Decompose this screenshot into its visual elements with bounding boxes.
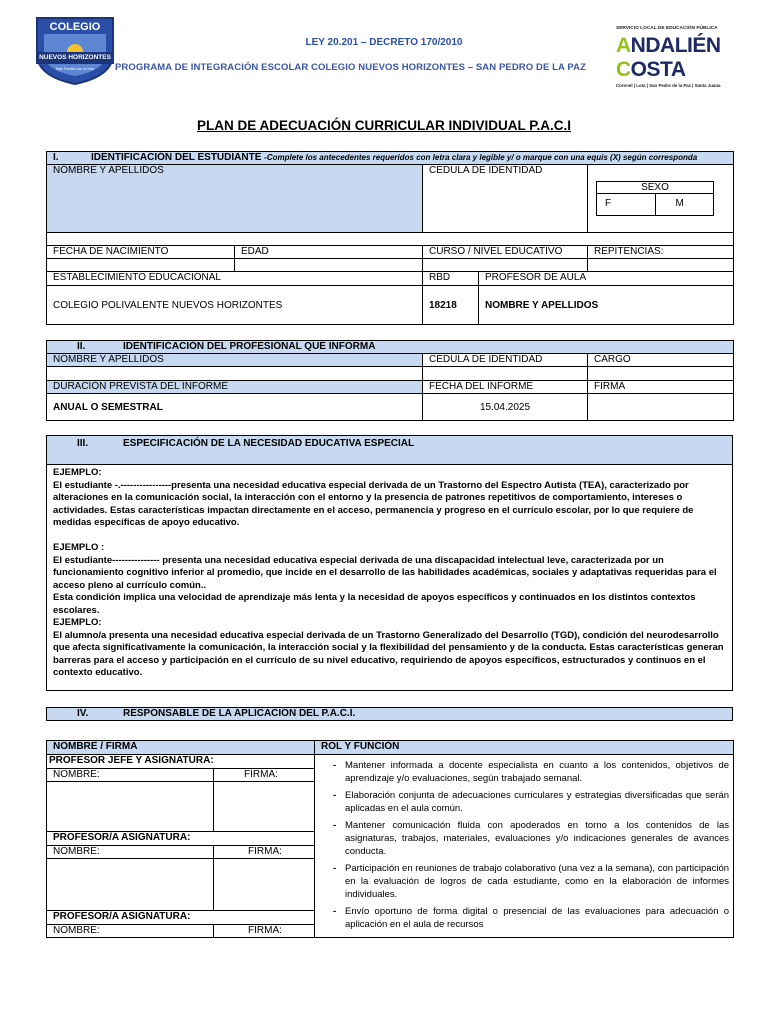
section2-heading: IDENTIFICACIÓN DEL PROFESIONAL QUE INFORMA xyxy=(123,341,376,352)
col-name-signature: NOMBRE / FIRMA xyxy=(47,741,315,755)
repeat-field[interactable] xyxy=(588,259,734,272)
sex-f-label: F xyxy=(605,198,612,209)
paragraph: Esta condición implica una velocidad de aprendizaje más lenta y la necesidad de apoyos específicos y continuados en los distintos contextos escolares. xyxy=(53,592,696,616)
birth-field[interactable] xyxy=(47,259,235,272)
logo-letter: T xyxy=(660,58,671,81)
slep-logo-communes: Coronel | Lota | San Pedro de la Paz | Santa Juana xyxy=(616,83,721,88)
logo-letter: I xyxy=(687,34,693,57)
role-item: - Mantener informada a docente especialista en cuanto a los contenidos, objetivos de aprendizaje y/o evaluaciones, según trabajado semanal. xyxy=(345,759,729,785)
sex-m-label: M xyxy=(675,198,684,209)
paragraph: EJEMPLO: xyxy=(53,617,102,628)
page-title: PLAN DE ADECUACIÓN CURRICULAR INDIVIDUAL P.A.C.I xyxy=(196,118,572,133)
sex-m-checkbox[interactable] xyxy=(655,194,714,216)
logo-letter: C xyxy=(616,58,631,81)
name-label: NOMBRE: xyxy=(47,769,214,782)
section1-heading-bar xyxy=(47,152,734,165)
student-identification-table xyxy=(46,151,734,325)
school-value: COLEGIO POLIVALENTE NUEVOS HORIZONTES xyxy=(47,286,423,325)
section4-num: IV. xyxy=(77,708,89,719)
student-name-label: NOMBRE Y APELLIDOS xyxy=(53,165,164,176)
student-name-field[interactable] xyxy=(47,165,423,233)
school-logo-ribbon: NUEVOS HORIZONTES xyxy=(39,54,111,61)
logo-letter: É xyxy=(692,34,706,57)
sign-label: FIRMA: xyxy=(214,925,315,938)
group1-name-field[interactable] xyxy=(47,782,214,832)
section3-num: III. xyxy=(77,438,89,449)
teacher-value: NOMBRE Y APELLIDOS xyxy=(479,286,734,325)
school-logo-motto: Mas Fuertes con la Vida xyxy=(56,67,94,71)
paragraph: El estudiante -.----------------presenta una necesidad educativa especial derivada de un Trastorno del Espectro Autista (TEA), caracterizado por alteraciones en la comunicación social, la interacción con el entorno y la presencia de patrones repetitivos de comportamiento, intereses o actividades. Estas características impactan directamente en el acceso, permanencia y progreso en el currículo escolar, por lo que requiere de medidas específicas de apoyo educativo. xyxy=(53,479,694,528)
paragraph: El estudiante--------------- presenta una necesidad educativa especial derivada de una discapacidad intelectual leve, caracterizada por un funcionamiento cognitivo inferior al promedio, que incide en el desarrollo de las habilidades académicas, sociales y adaptativas requeridas para el acceso pleno al currículo común.. xyxy=(53,554,717,591)
section2-num: II. xyxy=(77,341,86,352)
repeat-label: REPITENCIAS: xyxy=(588,246,734,259)
group3-label: PROFESOR/A ASIGNATURA: xyxy=(47,911,315,925)
responsible-heading-table xyxy=(46,707,733,721)
group2-sign-field[interactable] xyxy=(214,859,315,911)
prof-role-label: CARGO xyxy=(588,354,734,367)
report-date-value: 15.04.2025 xyxy=(423,394,588,421)
section4-heading-bar xyxy=(47,708,733,721)
teacher-label: PROFESOR DE AULA xyxy=(479,272,734,286)
section3-heading-bar xyxy=(47,436,733,465)
col-role-function: ROL Y FUNCIÓN xyxy=(315,741,734,755)
group1-label: PROFESOR JEFE Y ASIGNATURA: xyxy=(47,755,315,769)
sex-label: SEXO xyxy=(597,182,714,194)
grade-label: CURSO / NIVEL EDUCATIVO xyxy=(423,246,588,259)
logo-letter: N xyxy=(705,34,721,57)
student-id-label: CÉDULA DE IDENTIDAD xyxy=(429,165,543,176)
name-label: NOMBRE: xyxy=(47,925,214,938)
report-date-label: FECHA DEL INFORME xyxy=(423,381,588,394)
logo-letter: A xyxy=(660,34,675,57)
role-item: - Mantener comunicación fluida con apoderados en torno a los contenidos de las asignaturas, trabajos, materiales, evaluaciones y/o indicaciones generales de avances conducta. xyxy=(345,819,729,858)
sign-label: FIRMA: xyxy=(214,846,315,859)
paragraph: El alumno/a presenta una necesidad educativa especial derivada de un Trastorno Generalizado del Desarrollo (TGD), condición del neurodesarrollo que afecta significativamente la comunicación, la interacción social y la flexibilidad del pensamiento y de la conducta. Estas características generan barreras para el acceso y participación en el currículo de su nivel educativo, requiriendo de apoyos específicos, estructurados y continuos en el contexto educativo. xyxy=(53,629,724,678)
slep-logo xyxy=(616,26,746,94)
responsible-table xyxy=(46,740,734,938)
logo-letter: N xyxy=(630,34,646,57)
group1-sign-field[interactable] xyxy=(214,782,315,832)
signature-field[interactable] xyxy=(588,394,734,421)
group2-label: PROFESOR/A ASIGNATURA: xyxy=(47,832,315,846)
logo-letter: D xyxy=(645,34,661,57)
grade-field[interactable] xyxy=(423,259,588,272)
age-field[interactable] xyxy=(235,259,423,272)
roles-list xyxy=(331,759,729,931)
logo-letter: L xyxy=(674,34,688,57)
duration-value: ANUAL O SEMESTRAL xyxy=(47,394,423,421)
roles-cell xyxy=(315,755,734,938)
birth-label: FECHA DE NACIMIENTO xyxy=(47,246,235,259)
slep-logo-name2 xyxy=(616,58,685,82)
duration-label: DURACIÓN PREVISTA DEL INFORME xyxy=(47,381,423,394)
section1-num: I. xyxy=(53,152,59,163)
paragraph: EJEMPLO: xyxy=(53,467,102,478)
school-label: ESTABLECIMIENTO EDUCACIONAL xyxy=(47,272,423,286)
paragraph: EJEMPLO : xyxy=(53,542,105,553)
role-item: - Elaboración conjunta de adecuaciones curriculares y estrategias diversificadas que serán aplicadas en el aula común. xyxy=(345,789,729,815)
rbd-label: RBD xyxy=(423,272,479,286)
rbd-value: 18218 xyxy=(423,286,479,325)
logo-letter: A xyxy=(670,58,686,81)
sex-f-checkbox[interactable] xyxy=(597,194,656,216)
prof-name-label: NOMBRE Y APELLIDOS xyxy=(47,354,423,367)
section3-heading: ESPECIFICACIÓN DE LA NECESIDAD EDUCATIVA ESPECIAL xyxy=(123,438,415,449)
paragraph xyxy=(53,530,726,543)
special-needs-description[interactable] xyxy=(47,465,733,691)
role-item: - Envío oportuno de forma digital o presencial de las evaluaciones para adecuación o aplicación en el aula de recursos xyxy=(345,905,729,931)
sex-table xyxy=(596,181,714,216)
section1-instruction: -Complete los antecedentes requeridos con letra clara y legible y/ o marque con una equis (X) según corresponda xyxy=(264,153,698,162)
section1-heading: IDENTIFICACIÓN DEL ESTUDIANTE xyxy=(91,152,262,163)
prof-id-field[interactable] xyxy=(423,367,588,381)
role-item: - Participación en reuniones de trabajo colaborativo (una vez a la semana), con participación en la evaluación de logros de cada estudiante, como en la elaboración de informes individuales. xyxy=(345,862,729,901)
sex-cell xyxy=(588,165,734,233)
logo-letter: O xyxy=(630,58,647,81)
spacer-row xyxy=(47,233,734,246)
prof-name-field[interactable] xyxy=(47,367,423,381)
section2-heading-bar xyxy=(47,341,734,354)
signature-label: FIRMA xyxy=(588,381,734,394)
special-needs-table xyxy=(46,435,733,691)
program-name: PROGRAMA DE INTEGRACIÓN ESCOLAR COLEGIO NUEVOS HORIZONTES – SAN PEDRO DE LA PAZ xyxy=(115,62,586,73)
slep-logo-top: SERVICIO LOCAL DE EDUCACIÓN PÚBLICA xyxy=(616,26,718,31)
law-reference: LEY 20.201 – DECRETO 170/2010 xyxy=(305,37,463,48)
logo-letter: A xyxy=(616,34,631,57)
student-id-field[interactable] xyxy=(423,165,588,233)
sign-label: FIRMA: xyxy=(214,769,315,782)
logo-letter: S xyxy=(646,58,661,81)
slep-logo-name1 xyxy=(616,34,721,58)
school-logo xyxy=(32,14,118,86)
school-logo-top: COLEGIO xyxy=(49,21,101,33)
prof-id-label: CÉDULA DE IDENTIDAD xyxy=(423,354,588,367)
prof-role-field[interactable] xyxy=(588,367,734,381)
name-label: NOMBRE: xyxy=(47,846,214,859)
professional-identification-table xyxy=(46,340,734,421)
age-label: EDAD xyxy=(235,246,423,259)
section4-heading: RESPONSABLE DE LA APLICACIÓN DEL P.A.C.I. xyxy=(123,708,356,719)
group2-name-field[interactable] xyxy=(47,859,214,911)
